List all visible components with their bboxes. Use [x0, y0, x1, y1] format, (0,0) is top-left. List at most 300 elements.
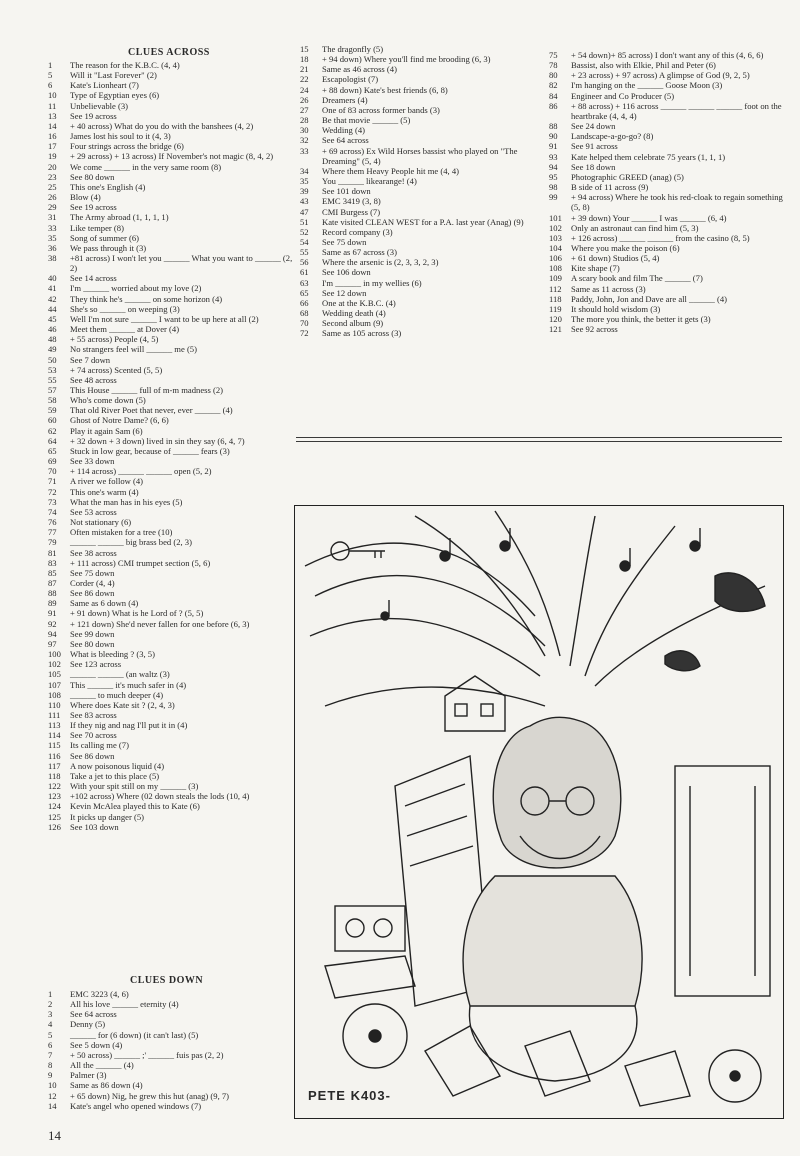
- clue-row: [48, 365, 293, 375]
- clue-row: [48, 212, 293, 222]
- clue-text: See 53 across: [70, 506, 117, 517]
- clue-number: 56: [300, 257, 309, 268]
- clue-row: [300, 95, 540, 105]
- clue-text: James lost his soul to it (4, 3): [70, 131, 171, 142]
- clue-text: See 64 across: [70, 1009, 117, 1020]
- clue-number: 1: [48, 60, 53, 70]
- clue-row: [48, 466, 293, 476]
- clue-row: [48, 446, 293, 456]
- clue-text: I'm hanging on the ______ Goose Moon (3): [571, 80, 723, 91]
- clue-row: [48, 659, 293, 669]
- clue-number: 1: [48, 989, 53, 999]
- clue-text: See 38 across: [70, 547, 117, 558]
- clue-text: See 83 across: [70, 710, 117, 720]
- clue-row: [300, 217, 540, 227]
- clue-row: [549, 233, 785, 243]
- clue-number: 30: [300, 125, 309, 136]
- clue-number: 109: [549, 273, 562, 284]
- clue-number: 108: [549, 263, 562, 274]
- clue-text: See 75 down: [70, 567, 115, 578]
- clue-number: 101: [549, 212, 562, 223]
- clue-text: ______ to much deeper (4): [70, 689, 164, 700]
- clue-text: Palmer (3): [70, 1070, 107, 1081]
- illustration-art: [295, 506, 783, 1118]
- clue-row: [48, 314, 293, 324]
- clue-row: [48, 999, 288, 1009]
- clue-row: [48, 629, 293, 639]
- clue-row: [48, 710, 293, 720]
- clue-row: [48, 141, 293, 151]
- clue-text: If they nig and nag I'll put it in (4): [70, 720, 188, 731]
- clue-number: 26: [48, 192, 57, 203]
- clue-row: [549, 253, 785, 263]
- clue-row: [300, 115, 540, 125]
- clue-text: + 61 down) Studios (5, 4): [571, 253, 660, 264]
- clue-number: 119: [549, 303, 562, 314]
- clue-row: [48, 751, 293, 761]
- clue-text: Same as 46 across (4): [322, 64, 397, 75]
- clue-row: [300, 328, 540, 338]
- clue-text: Stuck in low gear, because of ______ fears (3): [70, 445, 230, 456]
- clue-text: Will it "Last Forever" (2): [70, 70, 157, 81]
- clue-text: See 103 down: [70, 821, 119, 832]
- clue-text: Type of Egyptian eyes (6): [70, 90, 160, 101]
- clue-row: [48, 324, 293, 334]
- clue-number: 13: [48, 110, 57, 121]
- clue-number: 27: [300, 104, 309, 115]
- clue-number: 55: [300, 247, 309, 258]
- clue-text: See 106 down: [322, 267, 371, 278]
- clue-number: 111: [48, 710, 61, 720]
- clue-number: 75: [549, 50, 558, 60]
- clue-text: All the ______ (4): [70, 1060, 134, 1071]
- clue-row: [48, 527, 293, 537]
- clue-number: 19: [48, 151, 57, 162]
- clue-text: See 14 across: [70, 273, 117, 284]
- clue-text: See 64 across: [322, 135, 369, 146]
- clue-number: 122: [48, 781, 61, 792]
- clue-number: 8: [48, 1060, 53, 1071]
- clue-number: 107: [48, 679, 61, 690]
- clue-row: [48, 426, 293, 436]
- clue-text: B side of 11 across (9): [571, 182, 649, 193]
- clue-number: 89: [48, 598, 57, 609]
- clue-text: Wedding (4): [322, 125, 365, 136]
- clue-text: + 39 down) Your ______ I was ______ (6, 4): [571, 212, 727, 223]
- clue-row: [48, 60, 293, 70]
- clue-row: [549, 304, 785, 314]
- divider-line: [296, 441, 782, 442]
- clue-row: [48, 801, 293, 811]
- clue-text: The dragonfly (5): [322, 44, 384, 54]
- clue-number: 121: [549, 324, 562, 335]
- clue-text: Landscape-a-go-go? (8): [571, 131, 654, 142]
- clue-number: 60: [48, 415, 57, 426]
- clue-row: [48, 182, 293, 192]
- clue-number: 38: [48, 252, 57, 263]
- clue-row: [48, 111, 293, 121]
- clue-text: Who's come down (5): [70, 395, 146, 406]
- clue-row: [300, 207, 540, 217]
- clue-number: 29: [48, 202, 57, 213]
- clue-row: [48, 497, 293, 507]
- clue-row: [300, 257, 540, 267]
- clue-row: [48, 283, 293, 293]
- clue-number: 93: [549, 151, 558, 162]
- clue-number: 81: [48, 547, 57, 558]
- clue-number: 63: [300, 277, 309, 288]
- clue-text: + 88 across) + 116 across ______ ______ ______ foot on the heartbrake (4, 4, 4): [571, 100, 782, 121]
- clue-number: 17: [48, 141, 57, 152]
- clue-text: Play it again Sam (6): [70, 425, 143, 436]
- clue-text: Dreamers (4): [322, 94, 368, 105]
- clue-text: The more you think, the better it gets (3): [571, 314, 711, 325]
- clue-number: 118: [48, 770, 61, 781]
- clue-text: See 86 down: [70, 750, 115, 761]
- clue-text: Same as 11 across (3): [571, 283, 646, 294]
- clue-number: 6: [48, 1039, 53, 1050]
- clue-row: [300, 146, 540, 166]
- clue-text: Engineer and Co Producer (5): [571, 90, 675, 101]
- clue-number: 126: [48, 821, 61, 832]
- clue-row: [48, 192, 293, 202]
- clue-row: [48, 680, 293, 690]
- clue-text: A now poisonous liquid (4): [70, 760, 165, 771]
- clue-number: 40: [48, 273, 57, 284]
- clue-number: 59: [48, 405, 57, 416]
- clue-row: [48, 791, 293, 801]
- clue-text: The reason for the K.B.C. (4, 4): [70, 60, 180, 70]
- clue-number: 66: [300, 297, 309, 308]
- clue-number: 14: [48, 120, 57, 131]
- clue-text: Bassist, also with Elkie, Phil and Peter (6): [571, 60, 716, 71]
- clue-text: With your spit still on my ______ (3): [70, 781, 199, 792]
- clue-text: Escapologist (7): [322, 74, 379, 85]
- clue-row: [48, 395, 293, 405]
- clue-number: 90: [549, 131, 558, 142]
- clue-text: Kate's Lionheart (7): [70, 80, 139, 91]
- clue-number: 83: [48, 557, 57, 568]
- clue-text: Same as 67 across (3): [322, 247, 397, 258]
- clue-text: It picks up danger (5): [70, 811, 144, 822]
- clue-row: [48, 537, 293, 547]
- clue-number: 62: [48, 425, 57, 436]
- clue-row: [549, 70, 785, 80]
- clue-row: [48, 740, 293, 750]
- clue-row: [300, 278, 540, 288]
- clue-text: Where them Heavy People hit me (4, 4): [322, 165, 459, 176]
- clue-row: [300, 105, 540, 115]
- clue-number: 120: [549, 314, 562, 325]
- clue-text: Kevin McAlea played this to Kate (6): [70, 801, 200, 812]
- clue-text: It should hold wisdom (3): [571, 303, 661, 314]
- clue-text: + 40 across) What do you do with the banshees (4, 2): [70, 120, 254, 131]
- clue-number: 51: [300, 216, 309, 227]
- clue-number: 92: [48, 618, 57, 629]
- clue-row: [48, 90, 293, 100]
- clue-text: + 88 down) Kate's best friends (6, 8): [322, 84, 448, 95]
- clue-number: 99: [549, 192, 558, 203]
- clue-row: [300, 298, 540, 308]
- clue-number: 76: [48, 517, 57, 528]
- clue-text: A river we follow (4): [70, 476, 144, 487]
- clue-number: 5: [48, 1029, 53, 1040]
- clue-row: [48, 1019, 288, 1029]
- clue-text: + 94 across) Where he took his red-cloak to regain something (5, 8): [571, 192, 783, 213]
- clue-text: Its calling me (7): [70, 740, 129, 751]
- clue-number: 72: [300, 328, 309, 339]
- clue-text: Be that movie ______ (5): [322, 115, 411, 126]
- clue-number: 69: [48, 456, 57, 467]
- clue-row: [48, 355, 293, 365]
- clue-number: 31: [48, 212, 57, 223]
- clue-number: 98: [549, 182, 558, 193]
- clue-number: 33: [300, 145, 309, 156]
- clue-number: 47: [300, 206, 309, 217]
- clue-text: No strangers feel will ______ me (5): [70, 344, 197, 355]
- clue-row: [48, 80, 293, 90]
- clue-text: Second album (9): [322, 318, 384, 329]
- clue-row: [300, 85, 540, 95]
- clue-number: 18: [300, 54, 309, 65]
- clue-number: 12: [48, 1090, 57, 1101]
- clue-number: 105: [48, 669, 61, 680]
- clue-text: +81 across) I won't let you ______ What you want to ______ (2, 2): [70, 252, 293, 274]
- clue-text: Well I'm not sure ______ I want to be up here at all (2): [70, 313, 259, 324]
- clue-number: 14: [48, 1100, 57, 1111]
- clue-row: [48, 385, 293, 395]
- clue-row: [549, 284, 785, 294]
- across-clues-continued-column: [300, 44, 540, 339]
- clue-text: We come ______ in the very same room (8): [70, 161, 222, 172]
- clue-text: Meet them ______ at Dover (4): [70, 324, 180, 335]
- clue-row: [48, 1080, 288, 1090]
- clue-number: 77: [48, 527, 57, 538]
- clue-text: Where you make the poison (6): [571, 242, 680, 253]
- clue-row: [48, 1091, 288, 1101]
- clue-number: 25: [48, 181, 57, 192]
- clue-text: +102 across) Where (02 down steals the lods (10, 4): [70, 791, 250, 802]
- clue-row: [48, 669, 293, 679]
- clue-text: Corder (4, 4): [70, 577, 115, 588]
- clue-number: 42: [48, 293, 57, 304]
- clue-number: 4: [48, 1019, 53, 1030]
- clue-text: See 80 down: [70, 638, 115, 649]
- clue-text: They think he's ______ on some horizon (4): [70, 293, 223, 304]
- clue-number: 24: [300, 84, 309, 95]
- clue-number: 61: [300, 267, 309, 278]
- clue-number: 35: [48, 232, 57, 243]
- page-number: 14: [48, 1128, 61, 1143]
- clue-number: 86: [549, 100, 558, 111]
- clue-row: [300, 166, 540, 176]
- clue-row: [549, 141, 785, 151]
- clue-row: [48, 1009, 288, 1019]
- clue-row: [549, 324, 785, 334]
- clue-number: 44: [48, 303, 57, 314]
- clue-number: 114: [48, 730, 61, 741]
- clue-text: Song of summer (6): [70, 232, 139, 243]
- clue-number: 58: [48, 395, 57, 406]
- clue-row: [48, 131, 293, 141]
- clue-row: [48, 989, 288, 999]
- clue-text: See 99 down: [70, 628, 115, 639]
- clue-text: She's so ______ on weeping (3): [70, 303, 180, 314]
- clue-text: + 65 down) Nig, he grew this hut (anag) (9, 7): [70, 1090, 230, 1101]
- clue-text: Paddy, John, Jon and Dave are all ______ (4): [571, 293, 728, 304]
- clue-number: 110: [48, 699, 61, 710]
- clue-number: 5: [48, 70, 53, 81]
- clue-row: [549, 101, 785, 121]
- clue-row: [48, 487, 293, 497]
- clue-number: 52: [300, 226, 309, 237]
- clue-number: 124: [48, 801, 61, 812]
- clue-text: Kate's angel who opened windows (7): [70, 1100, 202, 1111]
- clue-text: This one's warm (4): [70, 486, 139, 497]
- clue-row: [300, 44, 540, 54]
- clue-text: Four strings across the bridge (6): [70, 141, 184, 152]
- clue-row: [300, 74, 540, 84]
- clue-row: [48, 233, 293, 243]
- clue-text: ______ ______ (an waltz (3): [70, 669, 170, 680]
- clue-number: 72: [48, 486, 57, 497]
- clue-text: + 121 down) She'd never fallen for one before (6, 3): [70, 618, 250, 629]
- clue-text: + 50 across) ______ ;' ______ fuis pas (2, 2): [70, 1049, 224, 1060]
- clue-text: The Army abroad (1, 1, 1, 1): [70, 212, 169, 223]
- clue-text: I'm ______ worried about my love (2): [70, 283, 202, 294]
- clue-row: [300, 125, 540, 135]
- clue-text: See 19 across: [70, 202, 117, 213]
- clue-text: Take a jet to this place (5): [70, 770, 160, 781]
- clue-number: 64: [48, 435, 57, 446]
- clue-text: You ______ likearange! (4): [322, 176, 417, 187]
- clue-row: [300, 318, 540, 328]
- clue-number: 102: [48, 659, 61, 670]
- clue-row: [300, 196, 540, 206]
- clue-number: 10: [48, 1080, 57, 1091]
- clue-text: Same as 6 down (4): [70, 598, 139, 609]
- clue-number: 33: [48, 222, 57, 233]
- clue-number: 43: [300, 196, 309, 207]
- clue-row: [48, 151, 293, 161]
- clue-number: 50: [48, 354, 57, 365]
- clue-row: [549, 131, 785, 141]
- clue-number: 35: [300, 176, 309, 187]
- clue-text: That old River Poet that never, ever ______ (4): [70, 405, 233, 416]
- clue-text: Same as 86 down (4): [70, 1080, 143, 1091]
- clue-number: 78: [549, 60, 558, 71]
- clue-row: [48, 761, 293, 771]
- clue-text: + 32 down + 3 down) lived in sin they say (6, 4, 7): [70, 435, 245, 446]
- clue-number: 15: [300, 44, 309, 54]
- clue-text: What the man has in his eyes (5): [70, 496, 183, 507]
- clue-row: [300, 267, 540, 277]
- clue-text: Where does Kate sit ? (2, 4, 3): [70, 699, 175, 710]
- clue-number: 115: [48, 740, 61, 751]
- clue-row: [48, 700, 293, 710]
- clue-row: [48, 1101, 288, 1111]
- clue-number: 65: [300, 287, 309, 298]
- clue-row: [549, 213, 785, 223]
- clue-text: + 55 across) People (4, 5): [70, 334, 159, 345]
- clue-text: Ghost of Notre Dame? (6, 6): [70, 415, 169, 426]
- clue-row: [48, 243, 293, 253]
- clue-row: [549, 273, 785, 283]
- clue-row: [48, 507, 293, 517]
- clue-text: Like temper (8): [70, 222, 124, 233]
- clue-number: 23: [48, 171, 57, 182]
- clue-number: 10: [48, 90, 57, 101]
- clue-number: 21: [300, 64, 309, 75]
- clue-row: [549, 80, 785, 90]
- clue-number: 26: [300, 94, 309, 105]
- clue-row: [549, 294, 785, 304]
- clue-row: [48, 1070, 288, 1080]
- clue-text: This ______ it's much safer in (4): [70, 679, 187, 690]
- clue-row: [549, 121, 785, 131]
- clue-row: [549, 263, 785, 273]
- clue-number: 112: [549, 283, 562, 294]
- clue-number: 91: [48, 608, 57, 619]
- clue-row: [48, 578, 293, 588]
- clue-text: See 70 across: [70, 730, 117, 741]
- clue-row: [549, 314, 785, 324]
- clue-number: 36: [48, 242, 57, 253]
- illustration-pen-drawing: [294, 505, 784, 1119]
- clue-row: [48, 1030, 288, 1040]
- clue-number: 125: [48, 811, 61, 822]
- clue-row: [48, 598, 293, 608]
- clue-text: See 80 down: [70, 171, 115, 182]
- clue-text: Not stationary (6): [70, 517, 132, 528]
- clue-text: See 123 across: [70, 659, 122, 670]
- clue-row: [549, 152, 785, 162]
- clue-number: 39: [300, 186, 309, 197]
- clue-row: [48, 720, 293, 730]
- clue-number: 73: [48, 496, 57, 507]
- clue-number: 100: [48, 649, 61, 660]
- clue-number: 116: [48, 750, 61, 761]
- clue-row: [48, 344, 293, 354]
- clue-row: [48, 771, 293, 781]
- clue-text: A scary book and film The ______ (7): [571, 273, 703, 284]
- clue-row: [48, 1050, 288, 1060]
- clue-row: [48, 476, 293, 486]
- clue-text: Unbelievable (3): [70, 100, 128, 111]
- clue-text: Often mistaken for a tree (10): [70, 527, 173, 538]
- clue-number: 80: [549, 70, 558, 81]
- clue-text: See 12 down: [322, 287, 367, 298]
- clue-row: [48, 456, 293, 466]
- clue-row: [48, 639, 293, 649]
- clue-row: [48, 548, 293, 558]
- down-clues-column: [48, 989, 288, 1111]
- clue-text: See 91 across: [571, 141, 618, 152]
- clue-number: 123: [48, 791, 61, 802]
- clue-number: 11: [48, 100, 57, 111]
- divider-line: [296, 437, 782, 438]
- clue-text: Kate visited CLEAN WEST for a P.A. last year (Anag) (9): [322, 216, 524, 227]
- clue-row: [549, 182, 785, 192]
- clue-number: 7: [48, 1049, 53, 1060]
- clue-row: [48, 375, 293, 385]
- clue-number: 57: [48, 385, 57, 395]
- clue-number: 82: [549, 80, 558, 91]
- clue-number: 88: [48, 588, 57, 599]
- clue-text: See 92 across: [571, 324, 618, 335]
- clue-number: 3: [48, 1009, 53, 1020]
- clue-number: 106: [549, 253, 562, 264]
